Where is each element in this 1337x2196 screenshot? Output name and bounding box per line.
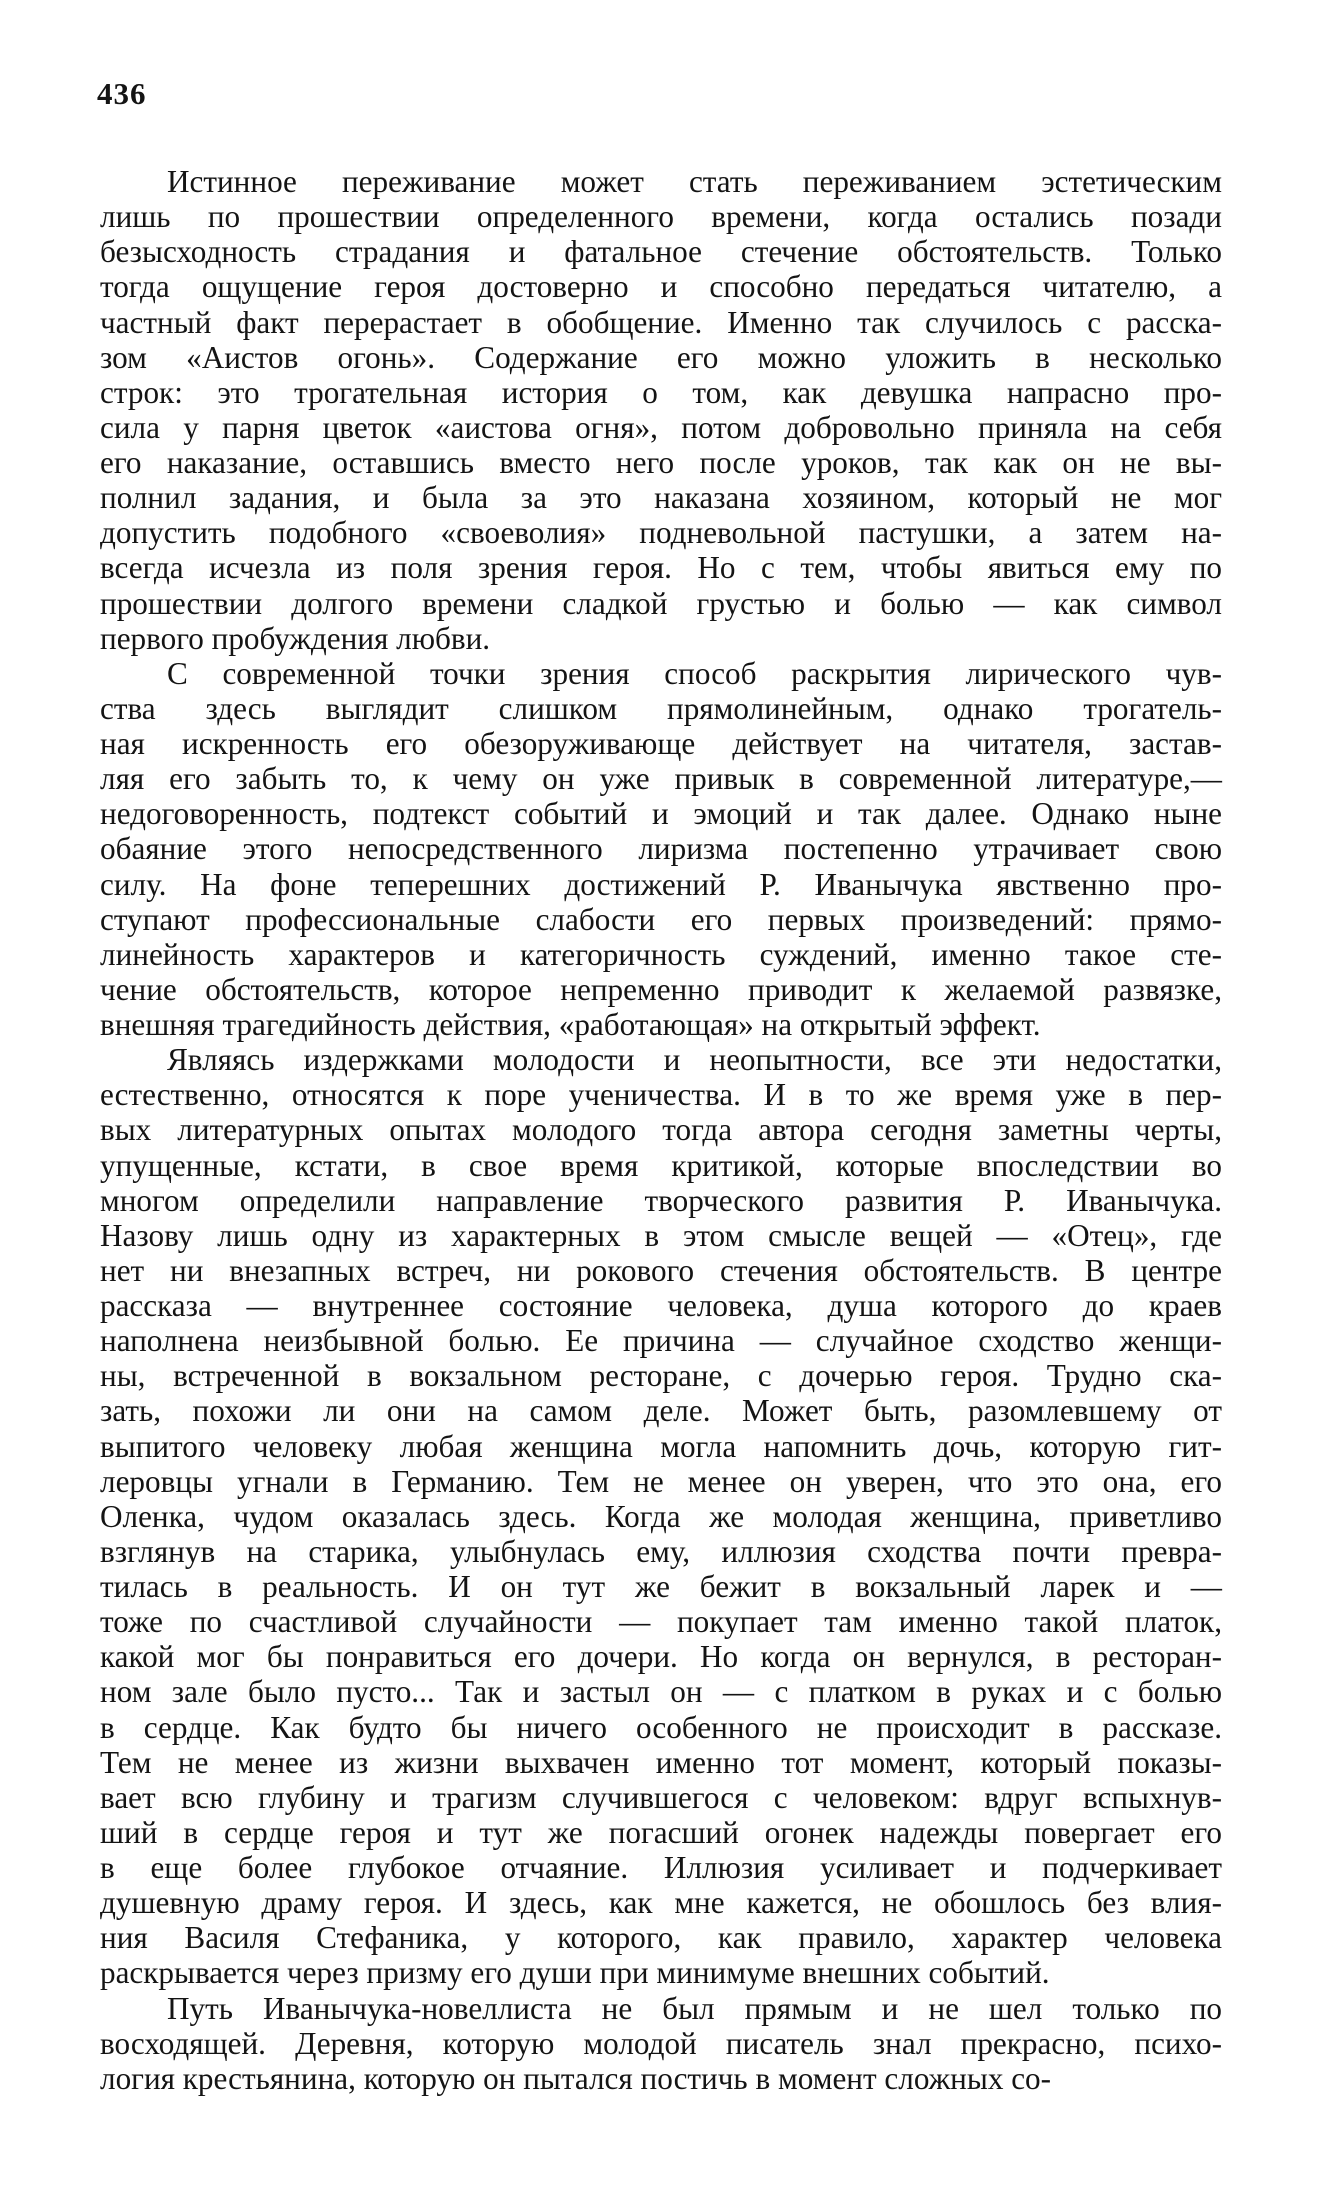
page-number: 436: [97, 76, 147, 111]
text-line: лишь по прошествии определенного времени, когда остались позади: [100, 199, 1222, 235]
paragraph: [100, 1042, 1222, 1990]
text-line: упущенные, кстати, в свое время критикой, которые впоследствии во: [100, 1147, 1222, 1183]
text-line: сила у парня цветок «аистова огня», потом добровольно приняла на себя: [100, 409, 1222, 445]
paragraph: [100, 1991, 1222, 2096]
text-line: Оленка, чудом оказалась здесь. Когда же молодая женщина, приветливо: [100, 1498, 1222, 1534]
text-line: силу. На фоне теперешних достижений Р. Иванычука явственно про-: [100, 866, 1222, 902]
text-line: выпитого человеку любая женщина могла напомнить дочь, которую гит-: [100, 1428, 1222, 1464]
text-line: естественно, относятся к поре ученичества. И в то же время уже в пер-: [100, 1077, 1222, 1113]
text-line: леровцы угнали в Германию. Тем не менее он уверен, что это она, его: [100, 1463, 1222, 1499]
text-line: нет ни внезапных встреч, ни рокового стечения обстоятельств. В центре: [100, 1252, 1222, 1288]
text-line: многом определили направление творческого развития Р. Иванычука.: [100, 1182, 1222, 1218]
text-line: полнил задания, и была за это наказана хозяином, который не мог: [100, 480, 1222, 516]
text-line: ная искренность его обезоруживающе действует на читателя, застав-: [100, 726, 1222, 761]
text-line: Истинное переживание может стать переживанием эстетическим: [167, 164, 1222, 199]
text-line: Тем не менее из жизни выхвачен именно тот момент, который показы-: [100, 1744, 1222, 1780]
text-line: ляя его забыть то, к чему он уже привык в современной литературе,—: [100, 761, 1222, 797]
text-line: первого пробуждения любви.: [100, 620, 491, 656]
text-line: вает всю глубину и трагизм случившегося с человеком: вдруг вспыхнув-: [100, 1779, 1222, 1815]
text-line: какой мог бы понравиться его дочери. Но когда он вернулся, в ресторан-: [100, 1639, 1222, 1675]
text-line: ства здесь выглядит слишком прямолинейным, однако трогатель-: [100, 690, 1222, 726]
text-line: Являясь издержками молодости и неопытности, все эти недостатки,: [167, 1042, 1222, 1078]
paragraph: [100, 656, 1222, 1042]
text-line: в сердце. Как будто бы ничего особенного не происходит в рассказе.: [100, 1709, 1222, 1745]
text-line: строк: это трогательная история о том, как девушка напрасно про-: [100, 374, 1222, 410]
text-line: прошествии долгого времени сладкой грустью и болью — как символ: [100, 585, 1222, 621]
text-line: частный факт перерастает в обобщение. Именно так случилось с расска-: [100, 304, 1222, 340]
text-line: Путь Иванычука-новеллиста не был прямым и не шел только по: [167, 1990, 1222, 2026]
text-line: допустить подобного «своеволия» подневольной пастушки, а затем на-: [100, 515, 1222, 551]
text-line: тоже по счастливой случайности — покупает там именно такой платок,: [100, 1604, 1222, 1640]
text-line: душевную драму героя. И здесь, как мне кажется, не обошлось без влия-: [100, 1885, 1222, 1921]
text-line: Назову лишь одну из характерных в этом смысле вещей — «Отец», где: [100, 1217, 1222, 1253]
body-text: [100, 164, 1222, 2096]
text-line: его наказание, оставшись вместо него после уроков, так как он не вы-: [100, 445, 1222, 480]
text-line: ния Василя Стефаника, у которого, как правило, характер человека: [100, 1920, 1222, 1956]
text-line: внешняя трагедийность действия, «работающая» на открытый эффект.: [100, 1007, 1041, 1042]
text-line: раскрывается через призму его души при минимуме внешних событий.: [100, 1955, 1050, 1991]
text-line: логия крестьянина, которую он пытался постичь в момент сложных со-: [100, 2060, 1052, 2096]
text-line: вых литературных опытах молодого тогда автора сегодня заметны черты,: [100, 1112, 1222, 1148]
text-line: наполнена неизбывной болью. Ее причина — случайное сходство женщи-: [100, 1323, 1222, 1359]
text-line: ступают профессиональные слабости его первых произведений: прямо-: [100, 901, 1222, 937]
text-line: ны, встреченной в вокзальном ресторане, с дочерью героя. Трудно ска-: [100, 1358, 1222, 1394]
paragraph: [100, 164, 1222, 656]
text-line: зом «Аистов огонь». Содержание его можно уложить в несколько: [100, 339, 1222, 375]
text-line: чение обстоятельств, которое непременно приводит к желаемой развязке,: [100, 971, 1222, 1007]
text-line: зать, похожи ли они на самом деле. Может быть, разомлевшему от: [100, 1393, 1222, 1429]
text-line: ший в сердце героя и тут же погасший огонек надежды повергает его: [100, 1814, 1222, 1850]
text-line: в еще более глубокое отчаяние. Иллюзия усиливает и подчеркивает: [100, 1850, 1222, 1885]
text-line: обаяние этого непосредственного лиризма постепенно утрачивает свою: [100, 831, 1222, 867]
text-line: линейность характеров и категоричность суждений, именно такое сте-: [100, 936, 1222, 972]
text-line: тогда ощущение героя достоверно и способно передаться читателю, а: [100, 269, 1222, 305]
text-line: безысходность страдания и фатальное стечение обстоятельств. Только: [100, 234, 1222, 270]
text-line: рассказа — внутреннее состояние человека, душа которого до краев: [100, 1288, 1222, 1323]
text-line: тилась в реальность. И он тут же бежит в вокзальный ларек и —: [100, 1569, 1222, 1604]
text-line: всегда исчезла из поля зрения героя. Но с тем, чтобы явиться ему по: [100, 550, 1222, 586]
text-line: недоговоренность, подтекст событий и эмоций и так далее. Однако ныне: [100, 796, 1222, 832]
text-line: ном зале было пусто... Так и застыл он — с платком в руках и с болью: [100, 1674, 1222, 1710]
text-line: взглянув на старика, улыбнулась ему, иллюзия сходства почти превра-: [100, 1533, 1222, 1569]
text-line: восходящей. Деревня, которую молодой писатель знал прекрасно, психо-: [100, 2025, 1222, 2061]
text-line: С современной точки зрения способ раскрытия лирического чув-: [167, 655, 1222, 691]
